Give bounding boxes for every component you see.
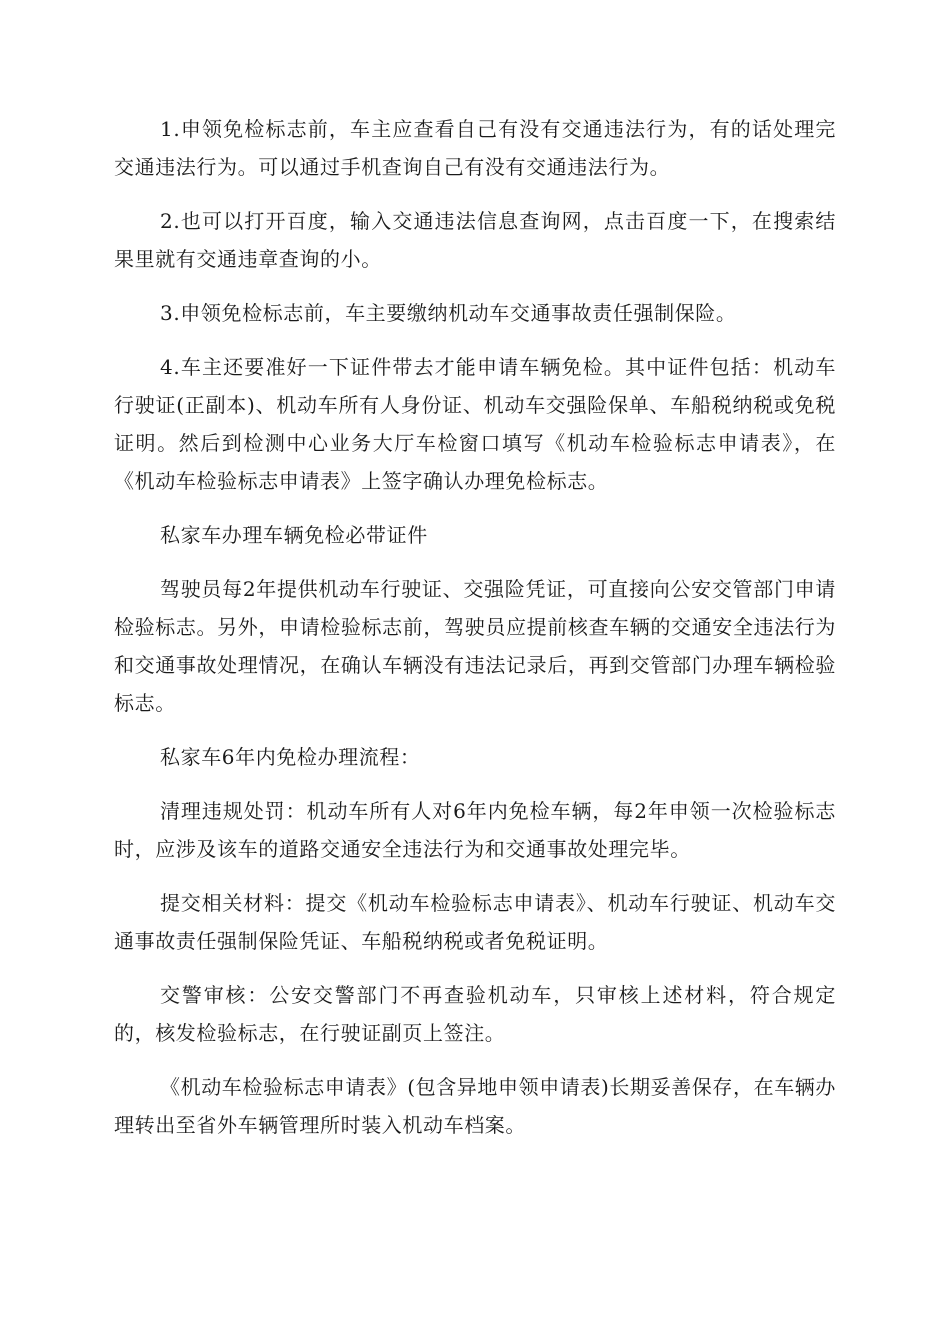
paragraph-submit-materials: 提交相关材料：提交《机动车检验标志申请表》、机动车行驶证、机动车交通事故责任强制保险凭证、车船税纳税或者免税证明。 bbox=[114, 891, 836, 953]
paragraph-step-4: 4.车主还要准好一下证件带去才能申请车辆免检。其中证件包括：机动车行驶证(正副本)、机动车所有人身份证、机动车交强险保单、车船税纳税或免税证明。然后到检测中心业务大厅车检窗口填写《机动车检验标志申请表》，在《机动车检验标志申请表》上签字确认办理免检标志。 bbox=[114, 355, 836, 493]
paragraph-clear-violations: 清理违规处罚：机动车所有人对6年内免检车辆，每2年申领一次检验标志时，应涉及该车的道路交通安全违法行为和交通事故处理完毕。 bbox=[114, 799, 836, 861]
section-heading-process: 私家车6年内免检办理流程： bbox=[160, 745, 421, 769]
paragraph-driver-requirements: 驾驶员每2年提供机动车行驶证、交强险凭证，可直接向公安交管部门申请检验标志。另外，申请检验标志前，驾驶员应提前核查车辆的交通安全违法行为和交通事故处理情况，在确认车辆没有违法记录后，再到交管部门办理车辆检验标志。 bbox=[114, 577, 836, 715]
document-body bbox=[114, 110, 836, 1160]
paragraph-step-1: 1.申领免检标志前，车主应查看自己有没有交通违法行为，有的话处理完交通违法行为。可以通过手机查询自己有没有交通违法行为。 bbox=[114, 117, 836, 179]
paragraph-step-2: 2.也可以打开百度，输入交通违法信息查询网，点击百度一下，在搜索结果里就有交通违章查询的小。 bbox=[114, 209, 836, 271]
paragraph-step-3: 3.申领免检标志前，车主要缴纳机动车交通事故责任强制保险。 bbox=[160, 301, 737, 325]
paragraph-form-storage: 《机动车检验标志申请表》(包含异地申领申请表)长期妥善保存，在车辆办理转出至省外车辆管理所时装入机动车档案。 bbox=[114, 1075, 837, 1137]
paragraph-police-review: 交警审核：公安交警部门不再查验机动车，只审核上述材料，符合规定的，核发检验标志，在行驶证副页上签注。 bbox=[114, 983, 836, 1045]
section-heading-required-documents: 私家车办理车辆免检必带证件 bbox=[160, 523, 428, 547]
